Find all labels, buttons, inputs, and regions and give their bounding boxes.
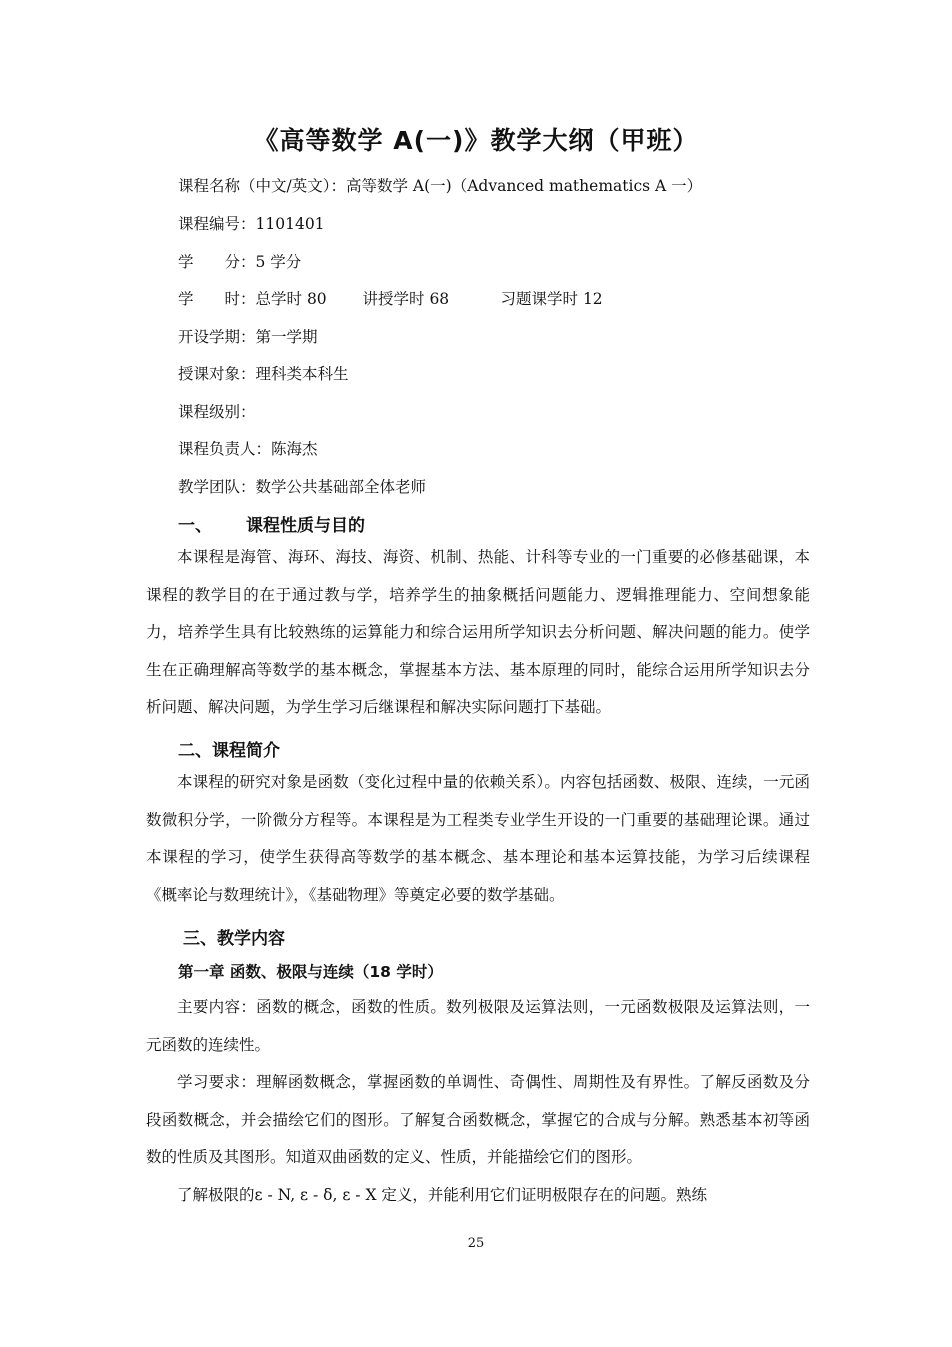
hours-exercise: 习题课学时 12	[500, 290, 603, 308]
hours-row	[178, 287, 603, 309]
course-code-label: 课程编号：	[178, 215, 256, 233]
hours-lecture: 讲授学时 68	[362, 290, 450, 308]
team-row	[178, 475, 426, 497]
team-label: 教学团队：	[178, 478, 256, 496]
section-3-heading: 三、教学内容	[183, 929, 285, 949]
audience-row	[178, 362, 349, 384]
hours-label: 学 时：	[178, 290, 256, 308]
chapter-1-limits-paragraph: 了解极限的ε - N, ε - δ, ε - X 定义，并能利用它们证明极限存在的问题。熟练	[177, 1186, 707, 1204]
chapter-1-content-paragraph: 主要内容：函数的概念，函数的性质。数列极限及运算法则，一元函数极限及运算法则，一元函数的连续性。	[146, 998, 810, 1054]
leader-label: 课程负责人：	[178, 440, 272, 458]
course-code-row	[178, 212, 325, 234]
page-number: 25	[467, 1236, 485, 1251]
section-2-paragraph: 本课程的研究对象是函数（变化过程中量的依赖关系）。内容包括函数、极限、连续，一元函数微积分学，一阶微分方程等。本课程是为工程类专业学生开设的一门重要的基础理论课。通过本课程的学习，使学生获得高等数学的基本概念、基本理论和基本运算技能，为学习后续课程《概率论与数理统计》，《基础物理》等奠定必要的数学基础。	[146, 773, 810, 904]
section-1-paragraph: 本课程是海管、海环、海技、海资、机制、热能、计科等专业的一门重要的必修基础课，本课程的教学目的在于通过教与学，培养学生的抽象概括问题能力、逻辑推理能力、空间想象能力，培养学生具有比较熟练的运算能力和综合运用所学知识去分析问题、解决问题的能力。使学生在正确理解高等数学的基本概念，掌握基本方法、基本原理的同时，能综合运用所学知识去分析问题、解决问题，为学生学习后继课程和解决实际问题打下基础。	[146, 548, 810, 717]
course-name-label: 课程名称（中文/英文）：	[178, 177, 346, 195]
term-label: 开设学期：	[178, 328, 256, 346]
section-2-heading: 二、课程简介	[178, 741, 280, 761]
chapter-1-heading: 第一章 函数、极限与连续（18 学时）	[178, 963, 443, 981]
team-value: 数学公共基础部全体老师	[255, 478, 427, 496]
section-1-number: 一、	[178, 516, 212, 536]
chapter-1-requirements-paragraph: 学习要求：理解函数概念，掌握函数的单调性、奇偶性、周期性及有界性。了解反函数及分段函数概念，并会描绘它们的图形。了解复合函数概念，掌握它的合成与分解。熟悉基本初等函数的性质及其图形。知道双曲函数的定义、性质，并能描绘它们的图形。	[146, 1073, 810, 1167]
leader-row	[178, 437, 318, 459]
audience-label: 授课对象：	[178, 365, 256, 383]
section-1-heading	[178, 511, 365, 536]
credit-row	[178, 250, 301, 272]
hours-total: 总学时 80	[255, 290, 327, 308]
course-name-row	[178, 174, 702, 196]
level-row	[178, 400, 256, 422]
level-label: 课程级别：	[178, 403, 256, 421]
course-code-value: 1101401	[255, 215, 325, 233]
term-value: 第一学期	[255, 328, 318, 346]
term-row	[178, 325, 318, 347]
leader-value: 陈海杰	[271, 440, 318, 458]
section-1-title: 课程性质与目的	[246, 516, 365, 536]
course-name-value: 高等数学 A(一)（Advanced mathematics A 一）	[345, 177, 703, 195]
document-title: 《高等数学 A(一)》教学大纲（甲班）	[253, 126, 699, 155]
credit-value: 5 学分	[255, 253, 302, 271]
audience-value: 理科类本科生	[255, 365, 349, 383]
credit-label: 学 分：	[178, 253, 256, 271]
